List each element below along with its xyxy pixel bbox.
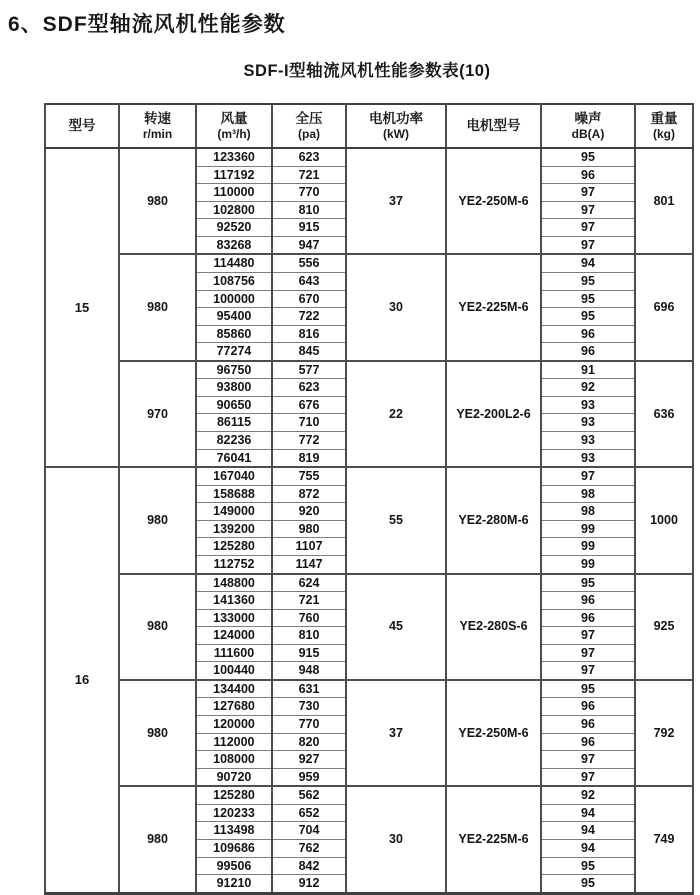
table-row	[45, 786, 693, 804]
flow-cell: 114480	[196, 254, 272, 272]
motor-model-cell: YE2-280M-6	[446, 467, 541, 573]
flow-cell: 158688	[196, 485, 272, 503]
pressure-cell: 842	[272, 857, 346, 875]
pressure-cell: 820	[272, 733, 346, 751]
noise-cell: 93	[541, 432, 635, 450]
pressure-cell: 643	[272, 272, 346, 290]
table-caption: SDF-I型轴流风机性能参数表(10)	[243, 62, 491, 80]
power-cell: 30	[346, 786, 446, 893]
flow-cell: 82236	[196, 432, 272, 450]
motor-model-cell: YE2-280S-6	[446, 574, 541, 680]
noise-cell: 95	[541, 857, 635, 875]
pressure-cell: 948	[272, 662, 346, 680]
speed-cell: 980	[119, 786, 196, 893]
flow-cell: 99506	[196, 857, 272, 875]
noise-cell: 97	[541, 184, 635, 202]
power-cell: 22	[346, 361, 446, 467]
pressure-cell: 947	[272, 236, 346, 254]
weight-cell: 792	[635, 680, 693, 786]
pressure-cell: 912	[272, 875, 346, 894]
table-row	[45, 361, 693, 379]
header-speed-unit: r/min	[142, 126, 173, 141]
pressure-cell: 872	[272, 485, 346, 503]
pressure-cell: 704	[272, 822, 346, 840]
flow-cell: 123360	[196, 148, 272, 166]
flow-cell: 86115	[196, 414, 272, 432]
noise-cell: 95	[541, 272, 635, 290]
header-pressure-unit: (pa)	[298, 126, 320, 141]
flow-cell: 85860	[196, 325, 272, 343]
header-flow-unit: (m³/h)	[217, 126, 251, 141]
flow-cell: 139200	[196, 520, 272, 538]
noise-cell: 99	[541, 555, 635, 573]
power-cell: 37	[346, 148, 446, 254]
pressure-cell: 920	[272, 503, 346, 521]
pressure-cell: 755	[272, 467, 346, 485]
noise-cell: 96	[541, 166, 635, 184]
pressure-cell: 730	[272, 698, 346, 716]
weight-cell: 925	[635, 574, 693, 680]
pressure-cell: 915	[272, 644, 346, 662]
pressure-cell: 722	[272, 308, 346, 326]
noise-cell: 96	[541, 343, 635, 361]
table-row	[45, 680, 693, 698]
noise-cell: 96	[541, 592, 635, 610]
pressure-cell: 810	[272, 201, 346, 219]
model-cell: 15	[45, 148, 119, 467]
noise-cell: 97	[541, 751, 635, 769]
pressure-cell: 959	[272, 768, 346, 786]
flow-cell: 124000	[196, 627, 272, 645]
header-weight-label: 重量	[650, 110, 678, 126]
noise-cell: 97	[541, 236, 635, 254]
weight-cell: 801	[635, 148, 693, 254]
noise-cell: 94	[541, 254, 635, 272]
flow-cell: 141360	[196, 592, 272, 610]
pressure-cell: 556	[272, 254, 346, 272]
header-weight	[635, 104, 693, 148]
pressure-cell: 577	[272, 361, 346, 379]
flow-cell: 133000	[196, 609, 272, 627]
motor-model-cell: YE2-225M-6	[446, 254, 541, 360]
header-flow-label: 风量	[220, 110, 248, 126]
pressure-cell: 762	[272, 839, 346, 857]
header-pressure-label: 全压	[295, 110, 323, 126]
flow-cell: 90720	[196, 768, 272, 786]
table-body	[45, 148, 693, 893]
pressure-cell: 623	[272, 148, 346, 166]
flow-cell: 117192	[196, 166, 272, 184]
noise-cell: 93	[541, 414, 635, 432]
pressure-cell: 816	[272, 325, 346, 343]
noise-cell: 97	[541, 219, 635, 237]
flow-cell: 108000	[196, 751, 272, 769]
header-noise-label: 噪声	[574, 110, 602, 126]
power-cell: 30	[346, 254, 446, 360]
motor-model-cell: YE2-200L2-6	[446, 361, 541, 467]
pressure-cell: 721	[272, 166, 346, 184]
speed-cell: 980	[119, 148, 196, 254]
header-pressure	[272, 104, 346, 148]
pressure-cell: 623	[272, 379, 346, 397]
table-header	[45, 104, 693, 148]
table-row	[45, 574, 693, 592]
motor-model-cell: YE2-250M-6	[446, 680, 541, 786]
speed-cell: 980	[119, 680, 196, 786]
noise-cell: 95	[541, 290, 635, 308]
header-motor-label: 电机型号	[466, 117, 521, 133]
flow-cell: 100000	[196, 290, 272, 308]
table-row	[45, 254, 693, 272]
header-motor	[446, 104, 541, 148]
flow-cell: 127680	[196, 698, 272, 716]
pressure-cell: 631	[272, 680, 346, 698]
header-power-unit: (kW)	[383, 126, 409, 141]
flow-cell: 113498	[196, 822, 272, 840]
flow-cell: 92520	[196, 219, 272, 237]
header-noise-unit: dB(A)	[571, 126, 605, 141]
weight-cell: 636	[635, 361, 693, 467]
power-cell: 37	[346, 680, 446, 786]
pressure-cell: 980	[272, 520, 346, 538]
model-cell: 16	[45, 467, 119, 893]
noise-cell: 96	[541, 609, 635, 627]
noise-cell: 93	[541, 449, 635, 467]
flow-cell: 125280	[196, 538, 272, 556]
noise-cell: 97	[541, 644, 635, 662]
power-cell: 55	[346, 467, 446, 573]
flow-cell: 90650	[196, 396, 272, 414]
header-model	[45, 104, 119, 148]
pressure-cell: 819	[272, 449, 346, 467]
header-model-label: 型号	[68, 117, 96, 133]
noise-cell: 95	[541, 574, 635, 592]
header-power-label: 电机功率	[369, 110, 423, 126]
noise-cell: 92	[541, 786, 635, 804]
weight-cell: 749	[635, 786, 693, 893]
flow-cell: 91210	[196, 875, 272, 894]
motor-model-cell: YE2-250M-6	[446, 148, 541, 254]
header-speed-label: 转速	[144, 110, 171, 126]
pressure-cell: 562	[272, 786, 346, 804]
noise-cell: 96	[541, 733, 635, 751]
noise-cell: 96	[541, 698, 635, 716]
noise-cell: 95	[541, 308, 635, 326]
noise-cell: 97	[541, 662, 635, 680]
flow-cell: 125280	[196, 786, 272, 804]
motor-model-cell: YE2-225M-6	[446, 786, 541, 893]
pressure-cell: 845	[272, 343, 346, 361]
header-speed	[119, 104, 196, 148]
flow-cell: 95400	[196, 308, 272, 326]
pressure-cell: 670	[272, 290, 346, 308]
speed-cell: 980	[119, 574, 196, 680]
noise-cell: 94	[541, 822, 635, 840]
pressure-cell: 760	[272, 609, 346, 627]
pressure-cell: 676	[272, 396, 346, 414]
flow-cell: 96750	[196, 361, 272, 379]
noise-cell: 97	[541, 467, 635, 485]
header-flow	[196, 104, 272, 148]
flow-cell: 110000	[196, 184, 272, 202]
noise-cell: 98	[541, 485, 635, 503]
noise-cell: 95	[541, 875, 635, 894]
pressure-cell: 624	[272, 574, 346, 592]
noise-cell: 96	[541, 716, 635, 734]
fan-performance-table	[44, 103, 694, 895]
flow-cell: 76041	[196, 449, 272, 467]
noise-cell: 97	[541, 768, 635, 786]
flow-cell: 120000	[196, 716, 272, 734]
weight-cell: 1000	[635, 467, 693, 573]
table-row	[45, 467, 693, 485]
page-title: 6、SDF型轴流风机性能参数	[8, 13, 286, 36]
noise-cell: 97	[541, 627, 635, 645]
header-power	[346, 104, 446, 148]
table-row	[45, 148, 693, 166]
flow-cell: 134400	[196, 680, 272, 698]
pressure-cell: 710	[272, 414, 346, 432]
noise-cell: 96	[541, 325, 635, 343]
speed-cell: 970	[119, 361, 196, 467]
pressure-cell: 915	[272, 219, 346, 237]
pressure-cell: 772	[272, 432, 346, 450]
noise-cell: 95	[541, 680, 635, 698]
speed-cell: 980	[119, 467, 196, 573]
flow-cell: 149000	[196, 503, 272, 521]
pressure-cell: 770	[272, 184, 346, 202]
speed-cell: 980	[119, 254, 196, 360]
flow-cell: 102800	[196, 201, 272, 219]
pressure-cell: 721	[272, 592, 346, 610]
power-cell: 45	[346, 574, 446, 680]
noise-cell: 93	[541, 396, 635, 414]
noise-cell: 95	[541, 148, 635, 166]
noise-cell: 98	[541, 503, 635, 521]
header-noise	[541, 104, 635, 148]
flow-cell: 100440	[196, 662, 272, 680]
flow-cell: 120233	[196, 804, 272, 822]
pressure-cell: 1147	[272, 555, 346, 573]
pressure-cell: 927	[272, 751, 346, 769]
pressure-cell: 1107	[272, 538, 346, 556]
weight-cell: 696	[635, 254, 693, 360]
flow-cell: 148800	[196, 574, 272, 592]
flow-cell: 77274	[196, 343, 272, 361]
pressure-cell: 770	[272, 716, 346, 734]
flow-cell: 167040	[196, 467, 272, 485]
pressure-cell: 810	[272, 627, 346, 645]
flow-cell: 111600	[196, 644, 272, 662]
noise-cell: 97	[541, 201, 635, 219]
noise-cell: 99	[541, 520, 635, 538]
noise-cell: 92	[541, 379, 635, 397]
noise-cell: 94	[541, 804, 635, 822]
flow-cell: 112752	[196, 555, 272, 573]
noise-cell: 99	[541, 538, 635, 556]
flow-cell: 83268	[196, 236, 272, 254]
noise-cell: 94	[541, 839, 635, 857]
header-weight-unit: (kg)	[653, 126, 675, 141]
flow-cell: 108756	[196, 272, 272, 290]
flow-cell: 112000	[196, 733, 272, 751]
flow-cell: 93800	[196, 379, 272, 397]
noise-cell: 91	[541, 361, 635, 379]
flow-cell: 109686	[196, 839, 272, 857]
pressure-cell: 652	[272, 804, 346, 822]
